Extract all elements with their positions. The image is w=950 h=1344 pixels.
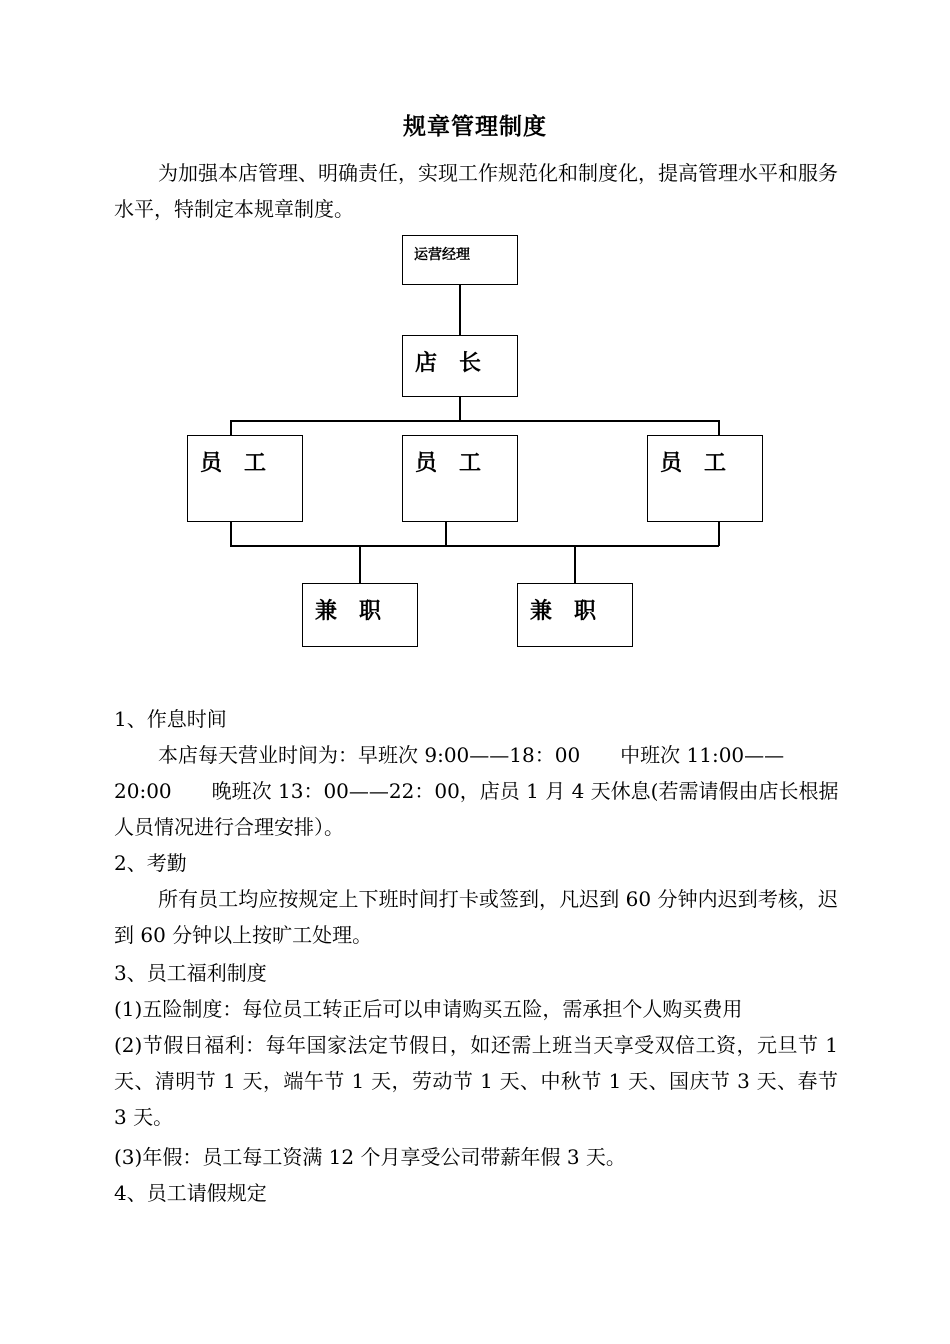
- org-label-operations-manager: 运营经理: [414, 247, 470, 263]
- org-label-parttime-2: 兼 职: [530, 599, 597, 624]
- section-3-item-3: (3)年假：员工每工资满 12 个月享受公司带薪年假 3 天。: [114, 1145, 626, 1169]
- section-3-item-1: (1)五险制度：每位员工转正后可以申请购买五险，需承担个人购买费用: [114, 997, 743, 1021]
- connector-top-manager: [459, 284, 461, 336]
- connector-parttime-2: [574, 545, 576, 584]
- org-box-staff-1: [187, 435, 303, 522]
- connector-manager-down: [459, 396, 461, 421]
- section-1-heading: 1、作息时间: [114, 707, 227, 731]
- connector-staff-2-down: [445, 520, 447, 546]
- connector-parttime-1: [359, 545, 361, 584]
- section-3-heading: 3、员工福利制度: [114, 961, 267, 985]
- document-title: 规章管理制度: [403, 114, 547, 140]
- org-box-staff-3: [647, 435, 763, 522]
- org-box-operations-manager: [402, 235, 518, 285]
- section-4-heading: 4、员工请假规定: [114, 1181, 267, 1205]
- section-2-body: 所有员工均应按规定上下班时间打卡或签到，凡迟到 60 分钟内迟到考核，迟到 60 分钟以上按旷工处理。: [114, 887, 838, 947]
- connector-staff-1-down: [230, 520, 232, 546]
- section-2-heading: 2、考勤: [114, 851, 187, 875]
- org-label-staff-3: 员 工: [660, 451, 727, 476]
- org-box-store-manager: [402, 335, 518, 397]
- section-1-line-3: 人员情况进行合理安排）。: [114, 815, 344, 839]
- section-1-line-1: 本店每天营业时间为：早班次 9:00——18：00 中班次 11:00——: [158, 743, 785, 767]
- connector-parttime-bus: [230, 545, 719, 547]
- connector-staff-3-down: [718, 520, 720, 546]
- intro-paragraph: 为加强本店管理、明确责任，实现工作规范化和制度化，提高管理水平和服务水平，特制定本规章制度。: [114, 161, 838, 221]
- org-box-parttime-1: [302, 583, 418, 647]
- connector-staff-3: [718, 420, 720, 436]
- section-3-item-2: (2)节假日福利：每年国家法定节假日，如还需上班当天享受双倍工资，元旦节 1 天、清明节 1 天，端午节 1 天，劳动节 1 天、中秋节 1 天、国庆节 3 天、春节 3 天。: [114, 1033, 838, 1129]
- org-label-staff-1: 员 工: [200, 451, 267, 476]
- org-box-parttime-2: [517, 583, 633, 647]
- org-box-staff-2: [402, 435, 518, 522]
- org-label-store-manager: 店 长: [415, 351, 482, 376]
- connector-staff-1: [230, 420, 232, 436]
- connector-staff-bus: [230, 420, 719, 422]
- org-label-parttime-1: 兼 职: [315, 599, 382, 624]
- section-1-line-2: 20:00 晚班次 13：00——22：00，店员 1 月 4 天休息(若需请假由店长根据: [114, 779, 839, 803]
- org-label-staff-2: 员 工: [415, 451, 482, 476]
